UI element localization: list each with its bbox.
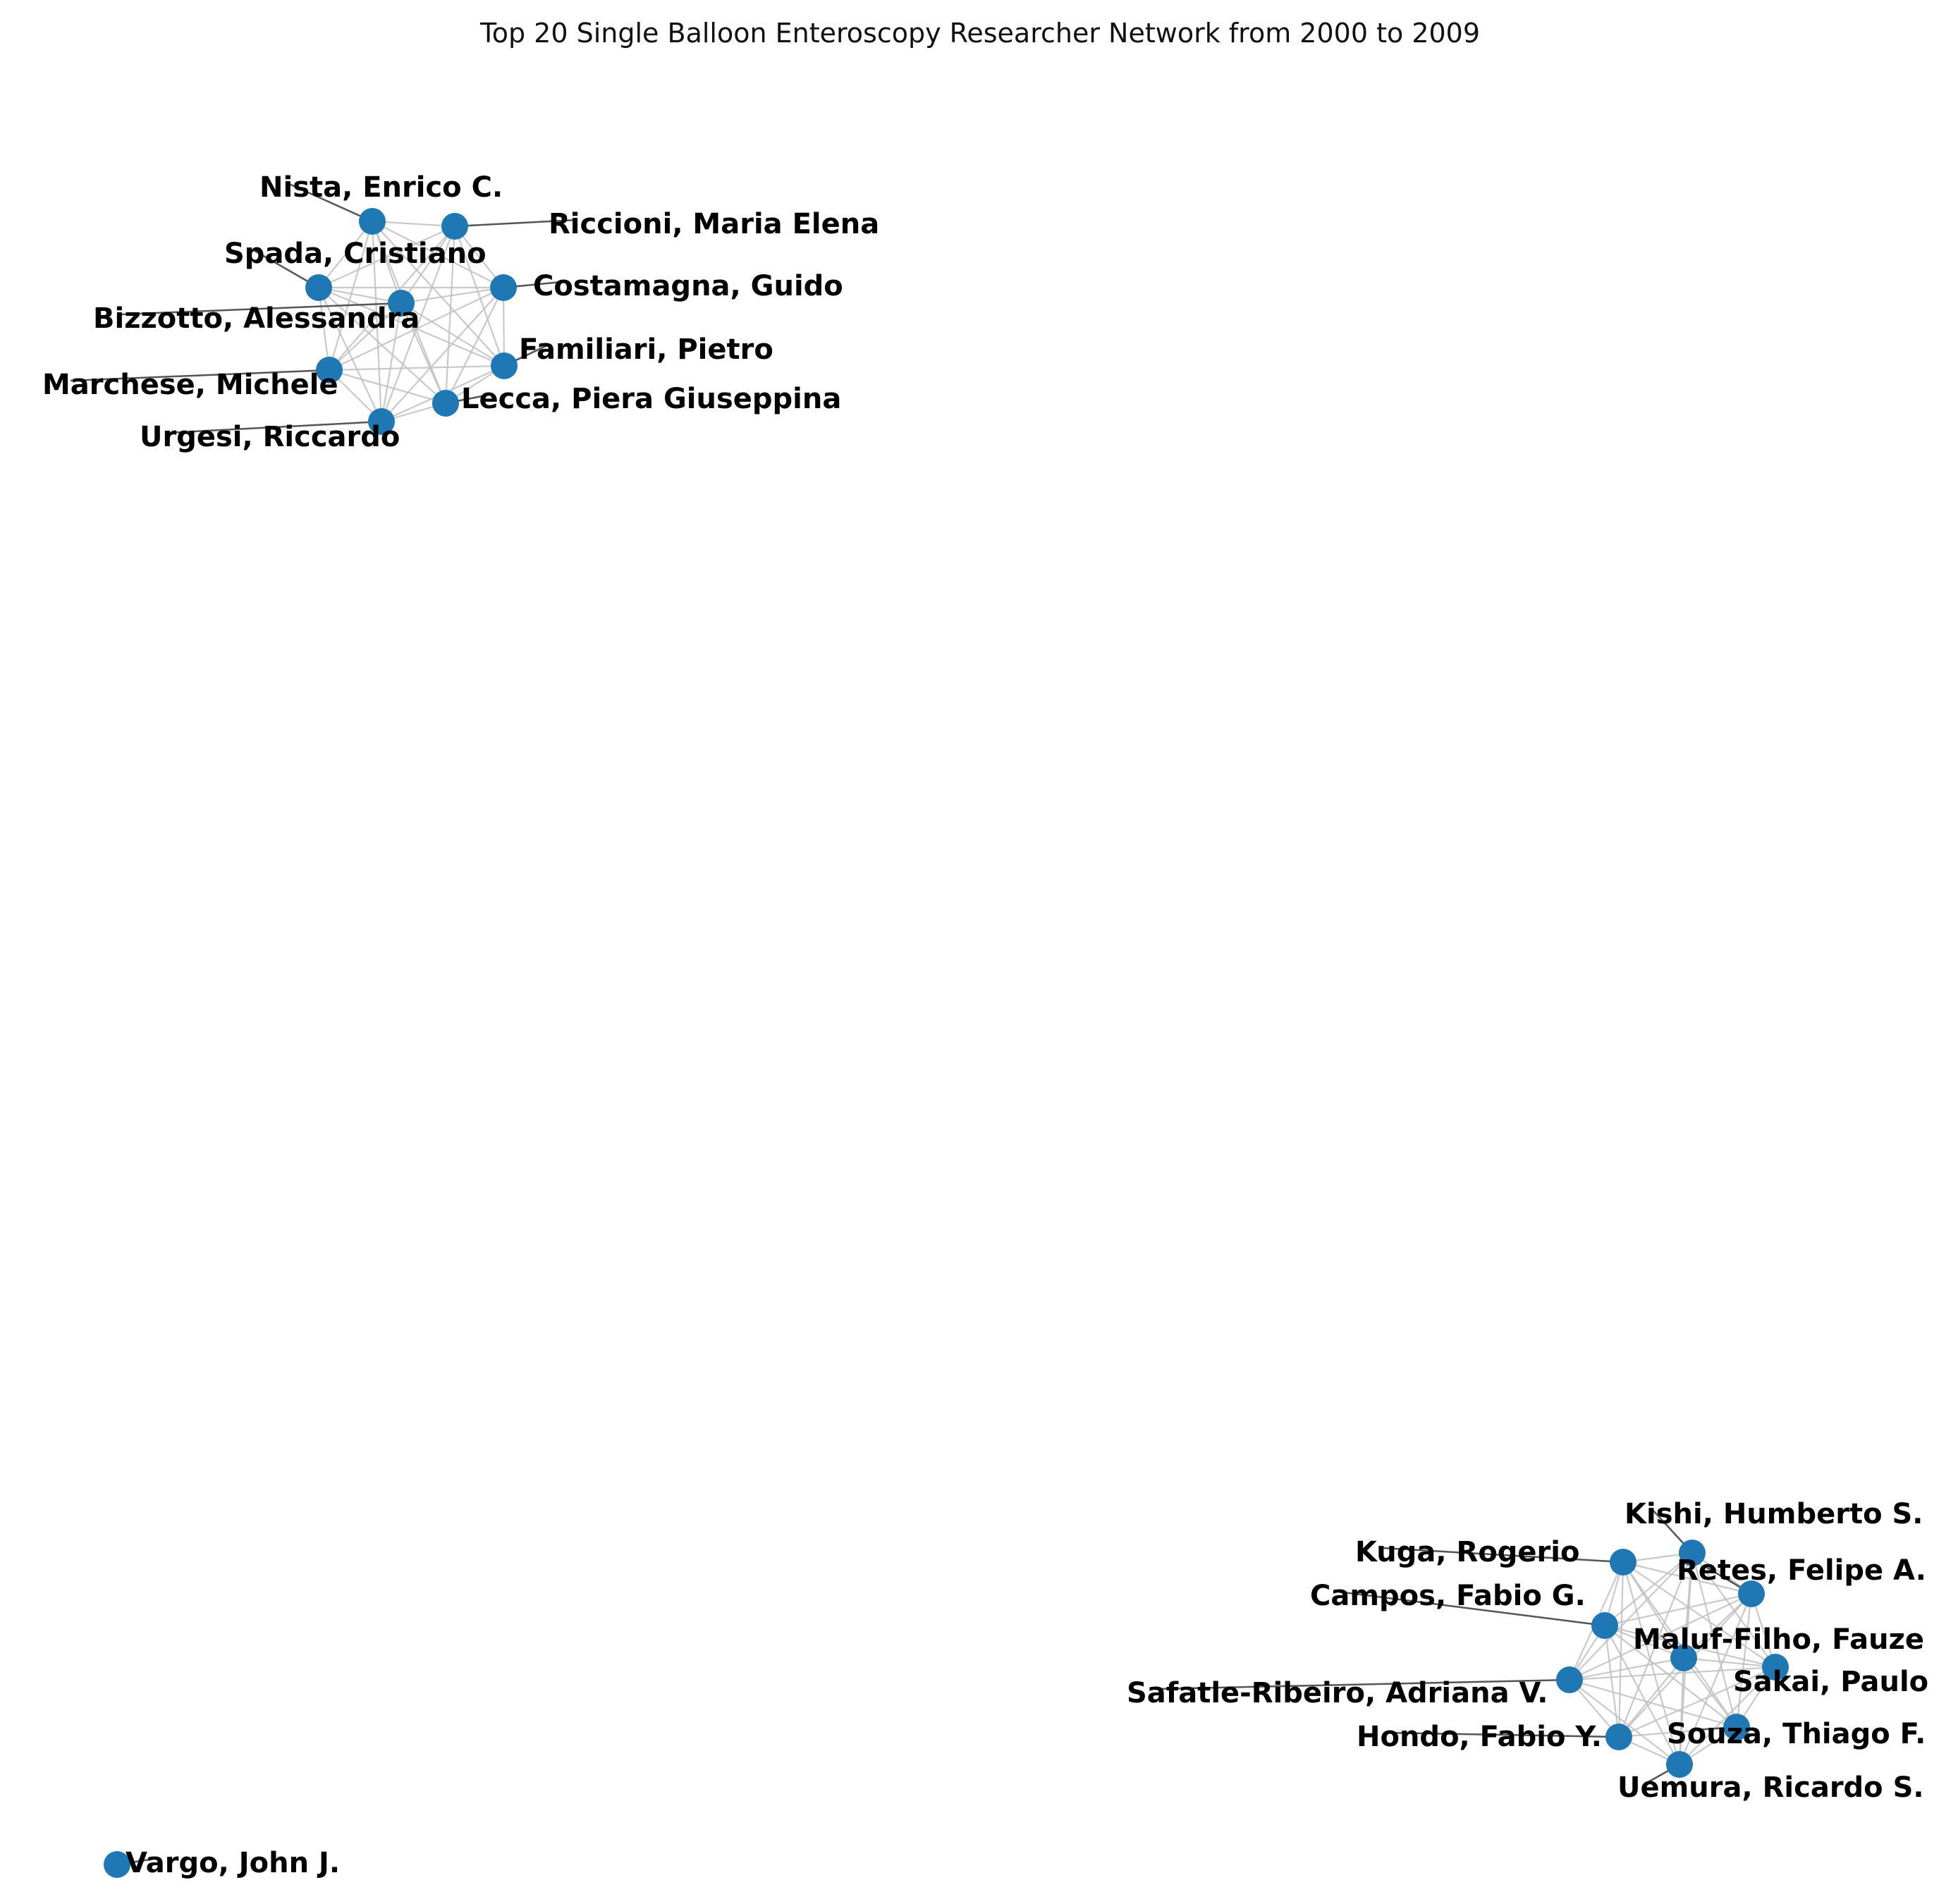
node-label: Vargo, John J. [126, 1847, 341, 1879]
node-lecca-piera-giuseppina[interactable] [432, 390, 459, 417]
chart-title: Top 20 Single Balloon Enteroscopy Researcher Network from 2000 to 2009 [479, 18, 1481, 49]
node-label: Bizzotto, Alessandra [93, 302, 420, 335]
node-label: Kishi, Humberto S. [1624, 1498, 1923, 1530]
node-campos-fabio-g[interactable] [1591, 1612, 1618, 1639]
node-label: Riccioni, Maria Elena [549, 208, 880, 240]
nodes-layer [104, 208, 1789, 1878]
edges-layer [319, 221, 1775, 1764]
node-label: Hondo, Fabio Y. [1357, 1721, 1602, 1753]
node-spada-cristiano[interactable] [305, 274, 332, 301]
node-nista-enrico-c[interactable] [359, 208, 386, 235]
edge [1605, 1626, 1619, 1737]
node-label: Familiari, Pietro [519, 333, 773, 366]
node-label: Sakai, Paulo [1733, 1666, 1929, 1698]
node-label: Spada, Cristiano [224, 238, 487, 270]
node-label: Souza, Thiago F. [1667, 1718, 1926, 1750]
node-label: Nista, Enrico C. [259, 171, 503, 204]
node-safatle-ribeiro-adriana-v[interactable] [1556, 1666, 1583, 1693]
node-label: Urgesi, Riccardo [140, 421, 400, 453]
node-hondo-fabio-y[interactable] [1605, 1724, 1632, 1750]
edge [1605, 1594, 1751, 1626]
node-label: Maluf-Filho, Fauze [1633, 1623, 1924, 1656]
node-riccioni-maria-elena[interactable] [441, 213, 468, 240]
node-kuga-rogerio[interactable] [1610, 1549, 1636, 1576]
labels-layer [42, 171, 1928, 1879]
node-label: Kuga, Rogerio [1355, 1536, 1580, 1568]
node-familiari-pietro[interactable] [491, 352, 518, 379]
node-label: Campos, Fabio G. [1310, 1580, 1586, 1612]
node-label: Costamagna, Guido [533, 270, 843, 302]
node-label: Lecca, Piera Giuseppina [461, 383, 842, 415]
node-label: Safatle-Ribeiro, Adriana V. [1127, 1677, 1548, 1709]
edge [1619, 1562, 1623, 1737]
node-label: Marchese, Michele [42, 369, 338, 401]
node-label: Retes, Felipe A. [1677, 1554, 1926, 1587]
node-costamagna-guido[interactable] [490, 274, 517, 301]
node-label: Uemura, Ricardo S. [1617, 1771, 1924, 1804]
